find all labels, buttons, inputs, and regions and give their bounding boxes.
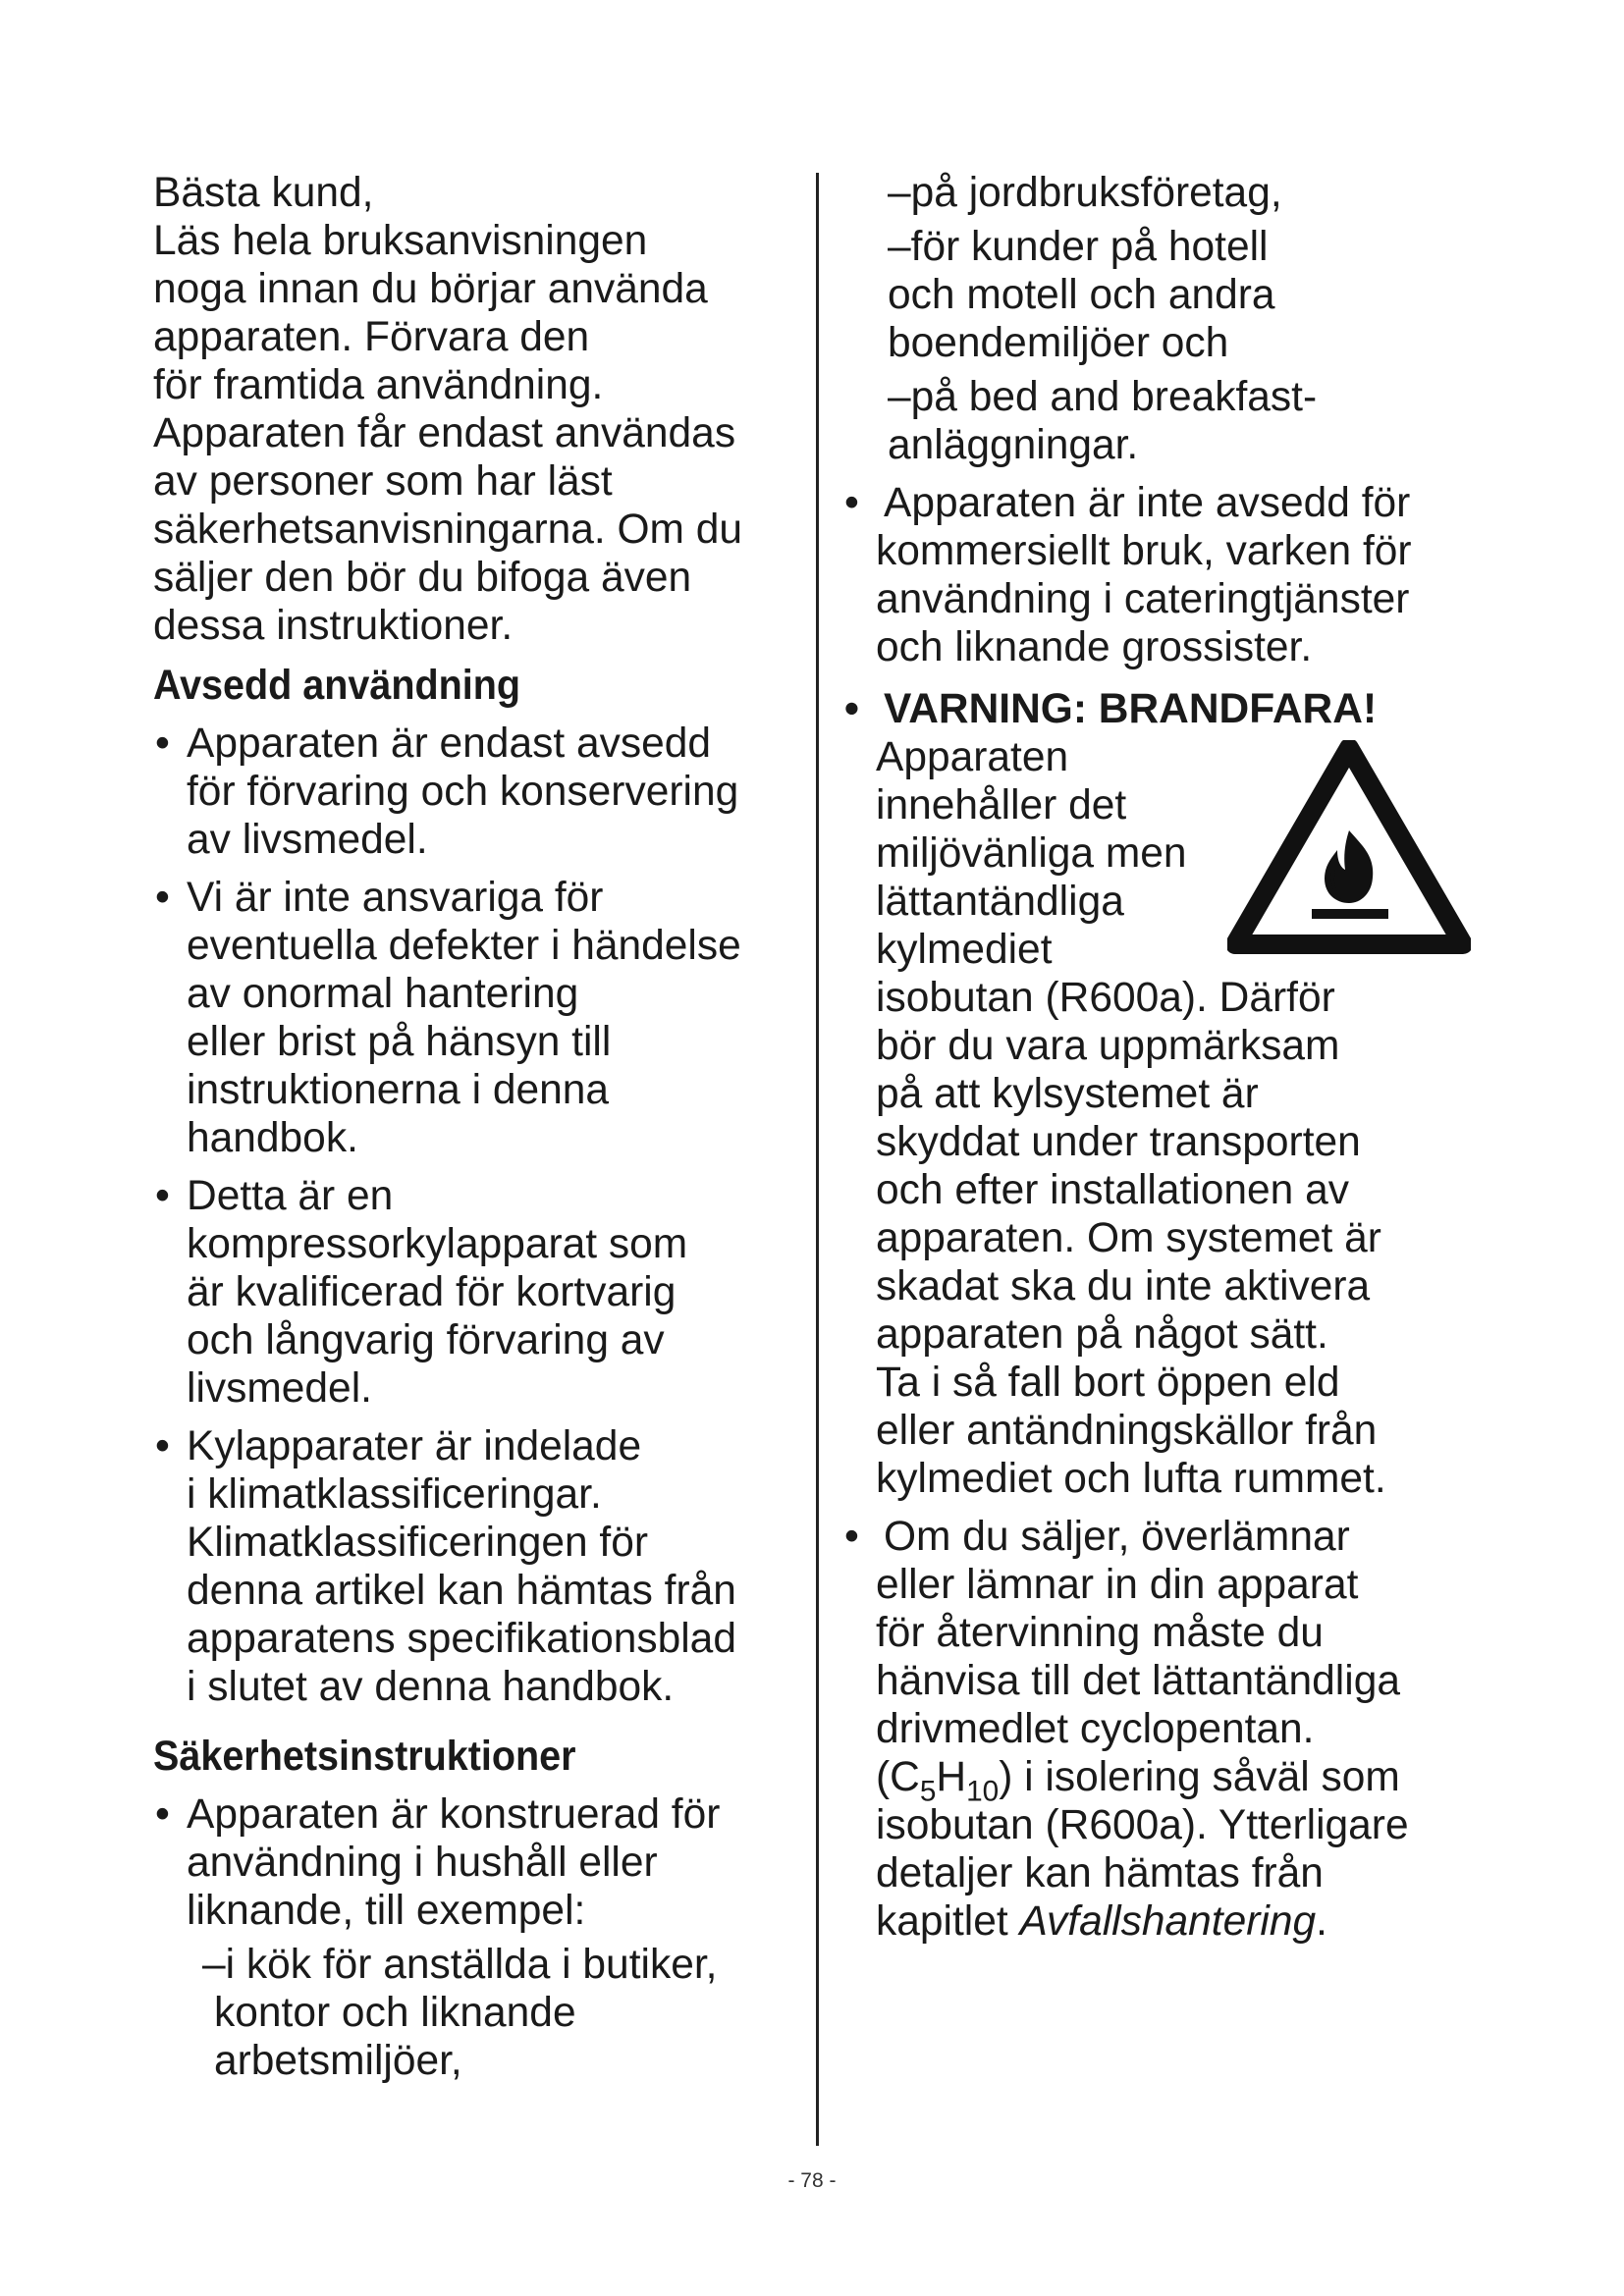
bullet-icon: •: [155, 1423, 170, 1469]
formula-text: H: [936, 1754, 967, 1800]
left-column: [153, 169, 801, 2085]
bullet-line: för återvinning måste du: [876, 1610, 1324, 1656]
bullet-line: för förvaring och konservering: [187, 769, 739, 815]
warning-line: apparaten på något sätt.: [876, 1311, 1328, 1358]
warning-line: lättantändliga: [876, 879, 1124, 925]
bullet-line: användning i cateringtjänster: [876, 576, 1410, 622]
bullet-item: [153, 1172, 801, 1413]
sub-line: –för kunder på hotell: [888, 224, 1269, 270]
formula-text: (C: [876, 1754, 920, 1800]
sub-item: [864, 223, 1492, 367]
intro-line: noga innan du börjar använda: [153, 266, 708, 312]
bullet-line: eller brist på hänsyn till: [187, 1019, 612, 1065]
intro-paragraph: [153, 169, 801, 650]
greeting: Bästa kund,: [153, 170, 374, 216]
intro-line: av personer som har läst: [153, 458, 613, 505]
bullet-line: Apparaten är inte avsedd för: [884, 480, 1411, 526]
bullet-line: Kylapparater är indelade: [187, 1423, 642, 1469]
bullet-line: i klimatklassificeringar.: [187, 1471, 602, 1518]
bullet-line: och långvarig förvaring av: [187, 1317, 665, 1363]
warning-line: innehåller det: [876, 782, 1127, 828]
bullet-line: Klimatklassificeringen för: [187, 1520, 649, 1566]
bullet-line: Om du säljer, överlämnar: [884, 1514, 1350, 1560]
bullet-line: drivmedlet cyclopentan.: [876, 1706, 1315, 1752]
sub-line: –på jordbruksföretag,: [888, 170, 1282, 216]
bullet-line: hänvisa till det lättantändliga: [876, 1658, 1400, 1704]
right-column: [844, 169, 1492, 1946]
formula-text: ) i isolering såväl som: [999, 1754, 1400, 1800]
bullet-line: instruktionerna i denna: [187, 1067, 610, 1113]
bullet-item: [842, 1513, 1492, 1946]
bullet-line: Vi är inte ansvariga för: [187, 875, 604, 921]
sub-item: [864, 373, 1492, 469]
bullet-icon: •: [844, 1514, 859, 1560]
warning-line: eller antändningskällor från: [876, 1408, 1378, 1454]
heading-safety: Säkerhetsinstruktioner: [153, 1734, 576, 1780]
bullet-line: Apparaten är endast avsedd: [187, 721, 711, 767]
warning-line: Ta i så fall bort öppen eld: [876, 1360, 1340, 1406]
bullet-line: detaljer kan hämtas från: [876, 1850, 1324, 1896]
page-number: - 78 -: [787, 2169, 837, 2192]
intro-line: för framtida användning.: [153, 362, 604, 408]
warning-block: [842, 685, 1492, 1503]
bullet-line: i slutet av denna handbok.: [187, 1664, 675, 1710]
bullet-line: liknande, till exempel:: [187, 1888, 586, 1934]
chapter-reference-line: [876, 1897, 1492, 1946]
warning-line: kylmediet och lufta rummet.: [876, 1456, 1386, 1502]
intro-line: Läs hela bruksanvisningen: [153, 218, 648, 264]
bullet-line: livsmedel.: [187, 1365, 372, 1412]
column-divider: [816, 173, 819, 2146]
intro-line: dessa instruktioner.: [153, 603, 514, 649]
bullet-item: [153, 1790, 801, 1935]
warning-line: apparaten. Om systemet är: [876, 1215, 1381, 1261]
bullet-item: [842, 479, 1492, 671]
bullet-line: Apparaten är konstruerad för: [187, 1791, 721, 1838]
sub-line: –på bed and breakfast-: [888, 374, 1318, 420]
intro-line: apparaten. Förvara den: [153, 314, 590, 360]
warning-line: isobutan (R600a). Därför: [876, 975, 1335, 1021]
warning-line: bör du vara uppmärksam: [876, 1023, 1340, 1069]
bullet-line: av onormal hantering: [187, 971, 579, 1017]
bullet-line: apparatens specifikationsblad: [187, 1616, 736, 1662]
bullet-item: [153, 874, 801, 1162]
chapter-suffix: .: [1316, 1898, 1327, 1945]
intro-line: säkerhetsanvisningarna. Om du: [153, 507, 743, 553]
warning-line: Apparaten: [876, 734, 1069, 780]
sub-item: [864, 169, 1492, 217]
bullet-icon: •: [155, 875, 170, 921]
heading-intended-use: Avsedd användning: [153, 663, 521, 709]
warning-line: skyddat under transporten: [876, 1119, 1361, 1165]
flame-shape: [1325, 830, 1373, 903]
bullet-icon: •: [844, 686, 859, 732]
bullet-line: Detta är en: [187, 1173, 394, 1219]
warning-title: VARNING: BRANDFARA!: [884, 686, 1378, 732]
warning-line: miljövänliga men: [876, 830, 1187, 877]
bullet-line: är kvalificerad för kortvarig: [187, 1269, 677, 1315]
bullet-icon: •: [155, 1173, 170, 1219]
bullet-icon: •: [155, 721, 170, 767]
bullet-icon: •: [844, 480, 859, 526]
bullet-line: kompressorkylapparat som: [187, 1221, 688, 1267]
warning-line: kylmediet: [876, 927, 1053, 973]
sub-line: kontor och liknande: [214, 1990, 576, 2036]
warning-line: och efter installationen av: [876, 1167, 1349, 1213]
formula-line: [876, 1753, 1492, 1808]
bullet-item: [153, 720, 801, 864]
formula-subscript: 10: [966, 1775, 1000, 1808]
bullet-line: och liknande grossister.: [876, 624, 1313, 670]
flammable-warning-triangle-icon: [1227, 740, 1471, 954]
warning-line: på att kylsystemet är: [876, 1071, 1259, 1117]
sub-line: anläggningar.: [888, 422, 1139, 468]
bullet-item: [153, 1422, 801, 1711]
warning-line: skadat ska du inte aktivera: [876, 1263, 1371, 1309]
bullet-line: handbok.: [187, 1115, 358, 1161]
bullet-line: eller lämnar in din apparat: [876, 1562, 1359, 1608]
sub-item: [153, 1941, 801, 2085]
chapter-prefix: kapitlet: [876, 1898, 1020, 1945]
sub-line: och motell och andra: [888, 272, 1275, 318]
sub-line: –i kök för anställda i butiker,: [202, 1942, 718, 1988]
bullet-line: av livsmedel.: [187, 817, 428, 863]
bullet-line: eventuella defekter i händelse: [187, 923, 741, 969]
chapter-reference: Avfallshantering: [1019, 1898, 1317, 1945]
sub-line: boendemiljöer och: [888, 320, 1229, 366]
bullet-line: denna artikel kan hämtas från: [187, 1568, 736, 1614]
bullet-line: isobutan (R600a). Ytterligare: [876, 1802, 1409, 1848]
intro-line: Apparaten får endast användas: [153, 410, 736, 456]
flame-base-bar: [1312, 909, 1388, 919]
formula-subscript: 5: [919, 1775, 937, 1808]
bullet-line: kommersiellt bruk, varken för: [876, 528, 1412, 574]
bullet-icon: •: [155, 1791, 170, 1838]
sub-line: arbetsmiljöer,: [214, 2038, 462, 2084]
bullet-line: användning i hushåll eller: [187, 1840, 658, 1886]
intro-line: säljer den bör du bifoga även: [153, 555, 692, 601]
